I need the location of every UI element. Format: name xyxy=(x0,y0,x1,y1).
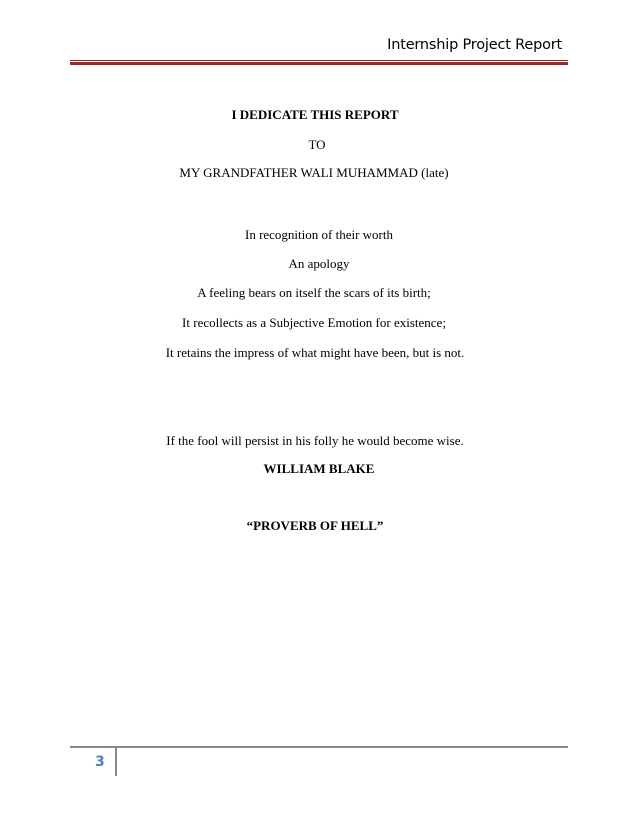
page-number: 3 xyxy=(95,754,105,770)
quote-source: “PROVERB OF HELL” xyxy=(246,518,384,533)
verse-line-1: In recognition of their worth xyxy=(244,227,393,242)
verse-line-2: An apology xyxy=(288,256,350,271)
footer-divider xyxy=(115,748,117,776)
dedication-recipient: MY GRANDFATHER WALI MUHAMMAD (late) xyxy=(179,165,449,180)
verse-line-3: A feeling bears on itself the scars of its birth; xyxy=(197,285,431,300)
footer-rule xyxy=(70,746,568,748)
dedication-to: TO xyxy=(308,137,326,152)
dedication-heading: I DEDICATE THIS REPORT xyxy=(231,107,399,122)
verse-line-5: It retains the impress of what might have been, but is not. xyxy=(165,345,465,360)
quote-author: WILLIAM BLAKE xyxy=(263,461,375,476)
verse-line-4: It recollects as a Subjective Emotion for existence; xyxy=(182,315,446,330)
quote-text: If the fool will persist in his folly he would become wise. xyxy=(166,433,464,448)
header-rule-thick xyxy=(70,62,568,65)
header-title: Internship Project Report xyxy=(387,37,562,53)
header-rule-thin xyxy=(70,60,568,61)
